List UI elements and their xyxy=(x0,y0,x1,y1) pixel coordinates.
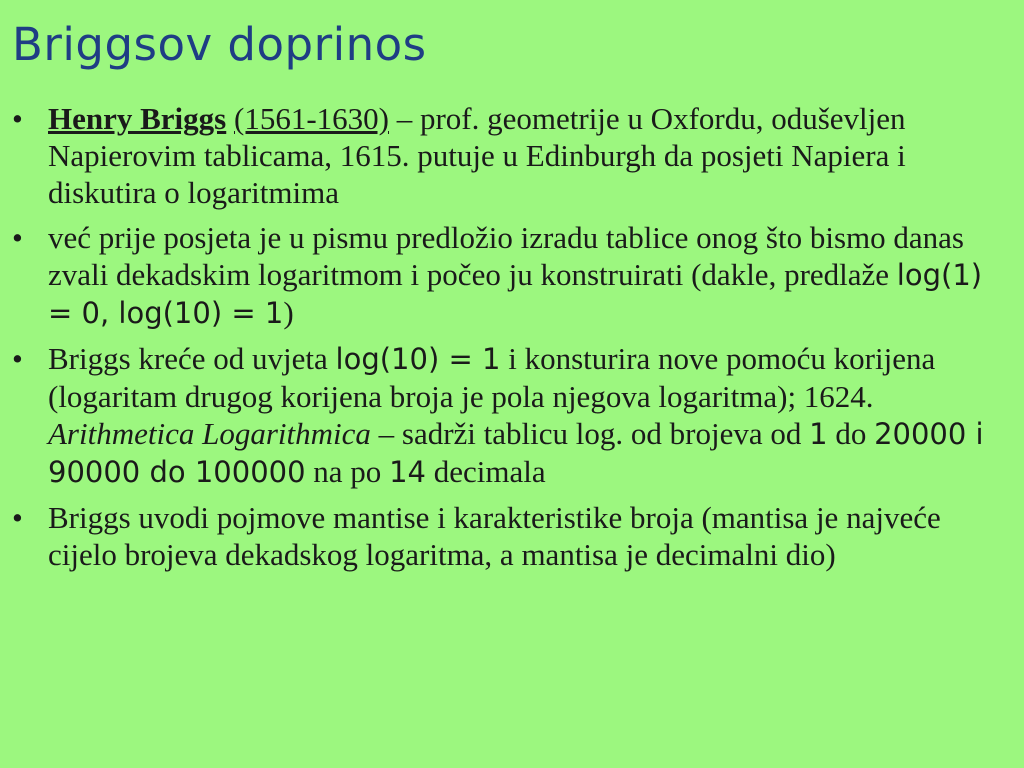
bullet-text: decimala xyxy=(425,454,546,489)
bullet-text: Briggs uvodi pojmove mantise i karakteristike broja (mantisa je najveće cijelo brojeva dekadskog logaritma, a mantisa je decimalni dio) xyxy=(48,500,941,572)
bullet-text: – sadrži tablicu log. od brojeva od xyxy=(370,416,810,451)
book-title: Arithmetica Logarithmica xyxy=(48,416,371,451)
bullet-text: i konsturira nove pomoću korijena (logaritam drugog korijena broja je pola njegova logaritma); 1624. xyxy=(48,341,936,414)
number: 1 xyxy=(809,417,828,451)
bullet-arithmetica xyxy=(10,340,985,491)
bullet-text: na po xyxy=(305,454,390,489)
bullet-text: već prije posjeta je u pismu predložio izradu tablice onog što bismo danas zvali dekadskim logaritmom i počeo ju konstruirati (dakle, predlaže xyxy=(48,220,964,292)
bullet-mantissa xyxy=(10,499,985,573)
slide-title: Briggsov doprinos xyxy=(12,18,427,71)
bullet-text: Briggs kreće od uvjeta xyxy=(48,341,336,376)
bullet-briggs-intro xyxy=(10,100,985,211)
number: 14 xyxy=(389,455,426,489)
bullet-letter-proposal xyxy=(10,219,985,332)
bullet-list xyxy=(10,100,985,581)
bullet-text-end: ) xyxy=(283,295,294,330)
bullet-text: – prof. geometrije u Oxfordu, oduševljen Napierovim tablicama, 1615. putuje u Edinburgh da posjeti Napiera i diskutira o logaritmima xyxy=(48,101,906,210)
bullet-text: do xyxy=(827,416,875,451)
person-years: (1561-1630) xyxy=(234,101,389,136)
formula: log(1) = 0, log(10) = 1 xyxy=(48,258,983,330)
formula: log(10) = 1 xyxy=(335,342,501,376)
person-name: Henry Briggs xyxy=(48,101,227,136)
number-range: 20000 i 90000 do 100000 xyxy=(48,417,984,489)
